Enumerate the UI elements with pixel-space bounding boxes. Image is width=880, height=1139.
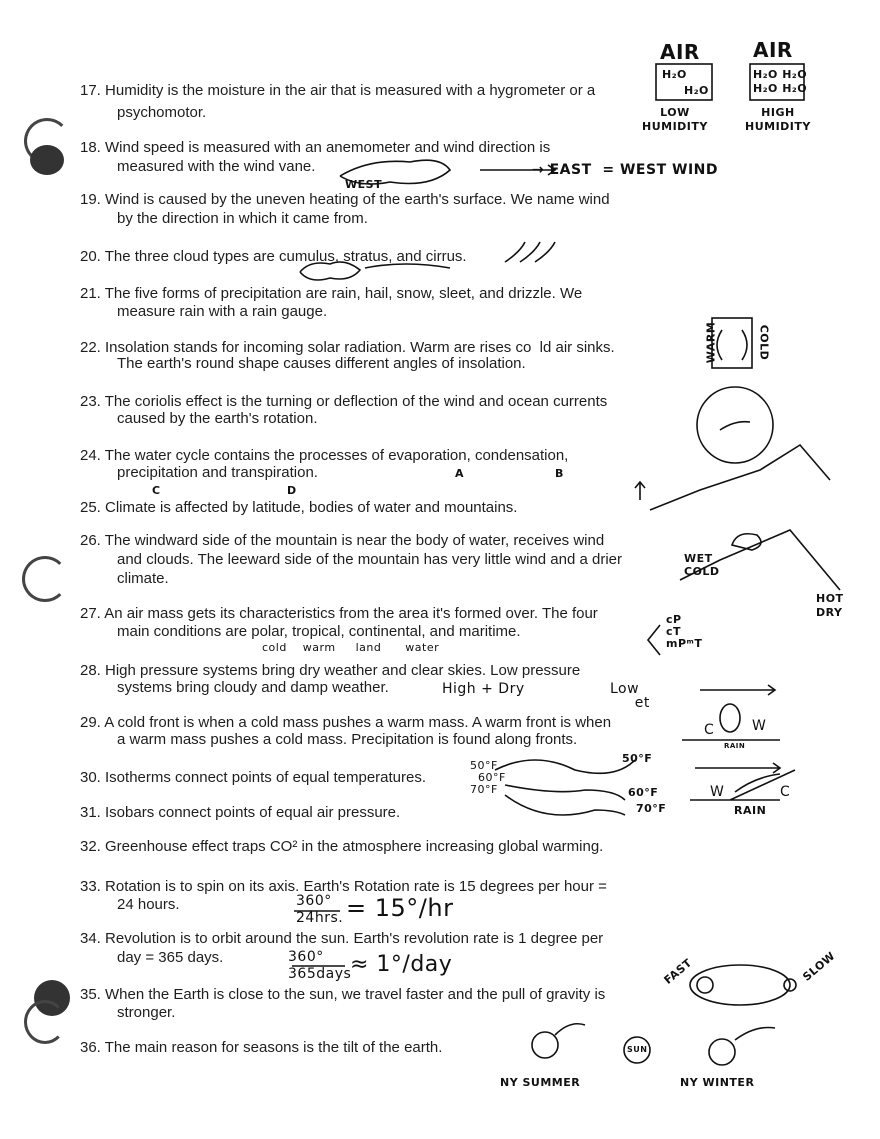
question-text: 29. A cold front is when a cold mass pushes a warm mass. A warm front is when <box>80 714 612 731</box>
annotation-warm: WARM <box>704 321 718 364</box>
cloud-windward <box>732 534 761 550</box>
annotation-high-dry: High + Dry <box>442 681 525 697</box>
coriolis-arrow <box>720 422 750 430</box>
isotherm-70 <box>505 795 625 815</box>
question-text: 32. Greenhouse effect traps CO² in the atmosphere increasing global warming. <box>80 838 604 855</box>
question-text-continued: systems bring cloudy and damp weather. <box>117 679 389 696</box>
question-text: 34. Revolution is to orbit around the sun. Earth's revolution rate is 1 degree per <box>80 930 604 947</box>
earth-slow <box>784 979 796 991</box>
question-text: 23. The coriolis effect is the turning or deflection of the wind and ocean currents <box>80 393 608 410</box>
isotherm-50 <box>495 760 635 773</box>
annotation-revolution-fraction: 360° 365days <box>288 949 352 982</box>
annotation-label-c: C <box>152 484 161 497</box>
front-arrow-2 <box>695 763 780 773</box>
annotation-west: WEST <box>345 178 383 191</box>
question-text: 30. Isotherms connect points of equal temperatures. <box>80 769 427 786</box>
annotation-rotation-fraction: 360° 24hrs. <box>296 893 344 926</box>
annotation-warm-front-w: W <box>710 784 725 800</box>
question-text-continued: stronger. <box>117 1004 176 1021</box>
question-text: 26. The windward side of the mountain is near the body of water, receives wind <box>80 532 605 549</box>
cirrus-sketch <box>505 242 555 262</box>
question-text-continued: psychomotor. <box>117 104 207 121</box>
earth-fast <box>697 977 713 993</box>
warm-front-cloud <box>735 774 780 792</box>
annotation-low-humidity: LOW HUMIDITY <box>642 106 708 133</box>
annotation-air-low: AIR <box>660 40 700 64</box>
question-text: 36. The main reason for seasons is the tilt of the earth. <box>80 1039 443 1056</box>
question-text: 33. Rotation is to spin on its axis. Earth's Rotation rate is 15 degrees per hour = <box>80 878 607 895</box>
question-text: 22. Insolation stands for incoming solar radiation. Warm are rises co ld air sinks. <box>80 339 615 356</box>
annotation-label-b: B <box>555 467 564 480</box>
question-text-continued: measured with the wind vane. <box>117 158 316 175</box>
annotation-h2o: H₂O <box>684 84 709 97</box>
annotation-ny-winter: NY WINTER <box>680 1076 755 1089</box>
earth-circle-coriolis <box>697 387 773 463</box>
hole-punch <box>24 1000 66 1044</box>
annotation-cold: COLD <box>757 324 771 361</box>
annotation-sun: SUN <box>627 1045 648 1054</box>
question-text-continued: 24 hours. <box>117 896 180 913</box>
question-text-continued: and clouds. The leeward side of the mountain has very little wind and a drier <box>117 551 623 568</box>
evaporation-arrow <box>635 482 645 500</box>
annotation-air-high: AIR <box>753 38 793 62</box>
cold-front-cloud <box>720 704 740 732</box>
question-text: 27. An air mass gets its characteristics from the area it's formed over. The four <box>80 605 598 622</box>
convection-arrows <box>717 330 747 360</box>
question-text-continued: measure rain with a rain gauge. <box>117 303 328 320</box>
hole-punch <box>30 145 64 175</box>
annotation-wet-cold: WET COLD <box>684 552 720 578</box>
annotation-air-mass-types: cP cT mPᵐT <box>666 613 703 650</box>
question-text: 31. Isobars connect points of equal air pressure. <box>80 804 401 821</box>
annotation-label-a: A <box>455 467 465 480</box>
annotation-cold-front-c: C <box>704 722 715 738</box>
question-text: 24. The water cycle contains the processes of evaporation, condensation, <box>80 447 569 464</box>
earth-winter <box>709 1039 735 1065</box>
summer-arrow <box>555 1024 585 1035</box>
annotation-cold-front-w: W <box>752 718 767 734</box>
annotation-h2o: H₂O <box>662 68 687 81</box>
convection-box <box>712 318 752 368</box>
question-text-continued: day = 365 days. <box>117 949 224 966</box>
annotation-hot-dry: HOT DRY <box>816 592 844 619</box>
question-text: 19. Wind is caused by the uneven heating of the earth's surface. We name wind <box>80 191 610 208</box>
earth-summer <box>532 1032 558 1058</box>
annotation-high-humidity: HIGH HUMIDITY <box>745 106 811 133</box>
hole-punch <box>22 556 68 602</box>
annotation-temp-60: 60°F <box>628 786 659 799</box>
front-arrow-1 <box>700 685 775 695</box>
question-text-continued: caused by the earth's rotation. <box>117 410 318 427</box>
air-mass-bracket <box>648 625 660 655</box>
question-text: 35. When the Earth is close to the sun, we travel faster and the pull of gravity is <box>80 986 606 1003</box>
question-text: 25. Climate is affected by latitude, bodies of water and mountains. <box>80 499 518 516</box>
question-text: 18. Wind speed is measured with an anemometer and wind direction is <box>80 139 551 156</box>
question-text-continued: The earth's round shape causes different angles of insolation. <box>117 355 526 372</box>
orbit-ellipse <box>690 965 790 1005</box>
question-text: 17. Humidity is the moisture in the air that is measured with a hygrometer or a <box>80 82 596 99</box>
annotation-low-wet: Low et <box>610 681 650 711</box>
question-text-continued: a warm mass pushes a cold mass. Precipitation is found along fronts. <box>117 731 578 748</box>
mountain-water-cycle <box>650 445 830 510</box>
annotation-temp-70: 70°F <box>636 802 667 815</box>
annotation-temp-50: 50°F <box>622 752 653 765</box>
annotation-h2o-high: H₂O H₂O H₂O H₂O <box>753 68 808 95</box>
annotation-fast: FAST <box>661 956 695 987</box>
annotation-temp-left: 50°F 60°F 70°F <box>470 759 506 796</box>
question-text-continued: precipitation and transpiration. <box>117 464 318 481</box>
question-text-continued: by the direction in which it came from. <box>117 210 368 227</box>
question-text: 21. The five forms of precipitation are rain, hail, snow, sleet, and drizzle. We <box>80 285 583 302</box>
question-text: 28. High pressure systems bring dry weather and clear skies. Low pressure <box>80 662 581 679</box>
annotation-rain: RAIN <box>734 804 767 817</box>
isotherm-60 <box>505 785 625 800</box>
annotation-ny-summer: NY SUMMER <box>500 1076 581 1089</box>
annotation-revolution-result: ≈ 1°/day <box>350 952 453 977</box>
annotation-slow: SLOW <box>800 949 838 984</box>
annotation-rotation-result: = 15°/hr <box>346 894 454 922</box>
annotation-warm-front-c: C <box>780 784 791 800</box>
annotation-east-west-wind: → EAST = WEST WIND <box>532 162 718 178</box>
question-text: 20. The three cloud types are cumulus, stratus, and cirrus. <box>80 248 467 265</box>
annotation-air-mass-words: cold warm land water <box>262 641 440 654</box>
annotation-label-d: D <box>287 484 297 497</box>
question-text-continued: climate. <box>117 570 169 587</box>
winter-arrow <box>735 1028 775 1041</box>
annotation-rain: RAIN <box>724 742 746 750</box>
question-text-continued: main conditions are polar, tropical, continental, and maritime. <box>117 623 521 640</box>
